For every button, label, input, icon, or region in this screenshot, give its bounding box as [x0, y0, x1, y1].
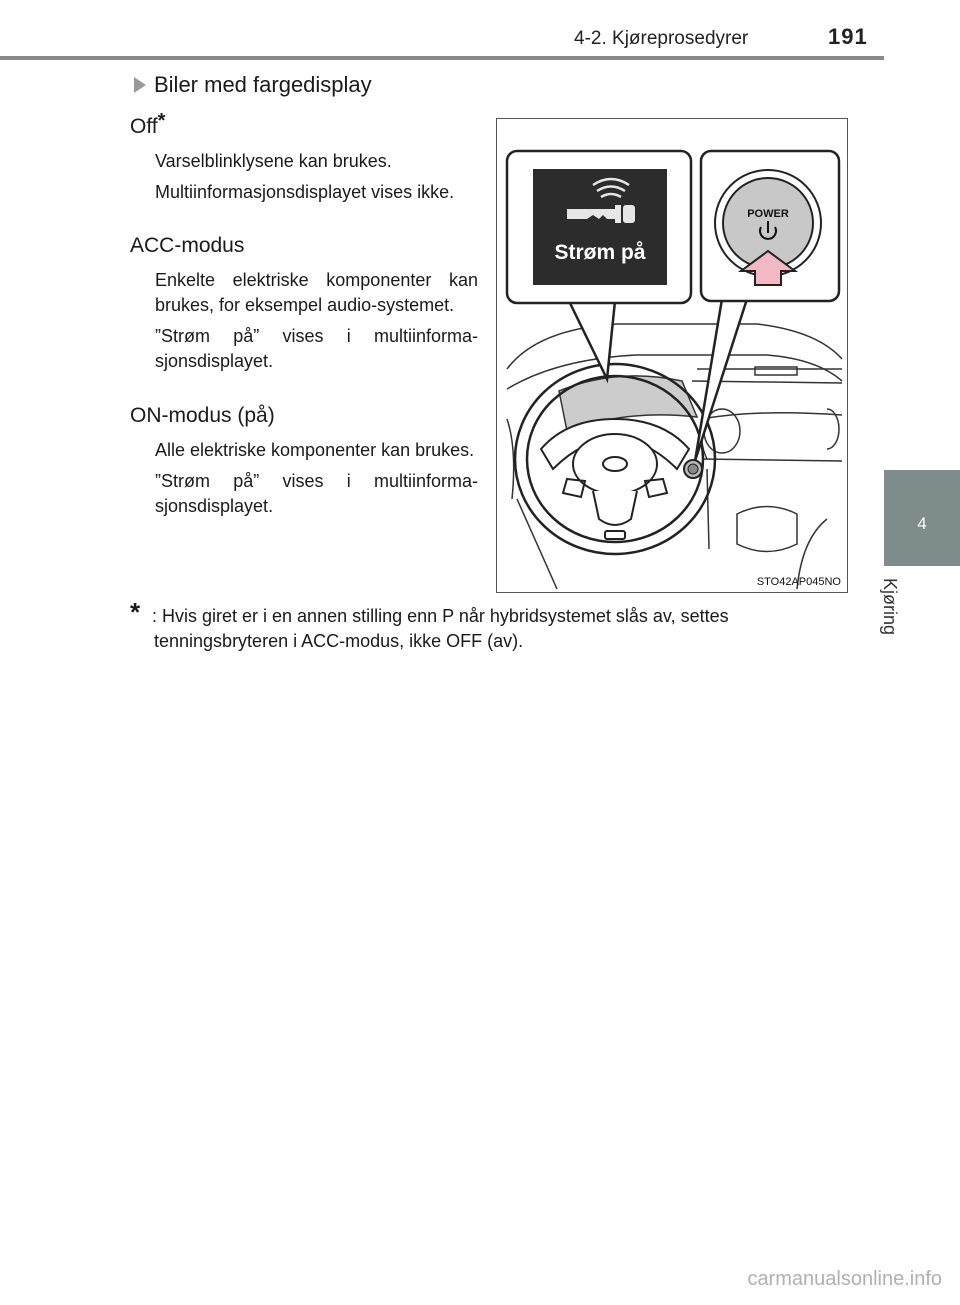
footnote-line-2: tenningsbryteren i ACC-modus, ikke OFF (av). [154, 631, 524, 651]
display-panel [533, 169, 667, 285]
triangle-bullet-icon [134, 77, 146, 93]
mode-acc [130, 234, 478, 374]
dashboard-illustration [496, 118, 848, 593]
chapter-number: 4 [917, 514, 927, 533]
header-rule [0, 56, 884, 60]
mode-off [130, 110, 478, 205]
mode-off-term: Off* [130, 110, 166, 138]
watermark: carmanualsonline.info [747, 1268, 942, 1290]
footnote-line-1: : Hvis giret er i en annen stilling enn P når hybridsystemet slås av, settes [152, 606, 729, 626]
mode-off-desc-2: Multiinformasjonsdisplayet vises ikke. [155, 182, 455, 202]
mode-on [130, 404, 478, 519]
mode-on-term: ON-modus (på) [130, 404, 275, 427]
mode-on-desc-1: Alle elektriske komponenter kan brukes. [155, 440, 475, 460]
dashboard-drawing [497, 119, 848, 593]
sub-heading [134, 72, 372, 98]
mode-off-desc-1: Varselblinklysene kan brukes. [155, 151, 392, 171]
power-button-label: POWER [747, 208, 789, 220]
footnote-asterisk: * [130, 597, 141, 627]
chapter-label: Kjøring [880, 578, 900, 636]
asterisk-mark: * [157, 110, 166, 132]
page-number: 191 [828, 24, 868, 49]
mode-acc-term: ACC-modus [130, 234, 245, 257]
chapter-label-wrap [880, 578, 922, 658]
figure-code: STO42AP045NO [756, 576, 841, 588]
footnote [130, 597, 842, 654]
section-title: 4-2. Kjøreprosedyrer [574, 28, 749, 49]
mode-on-desc-2: ”Strøm på” vises i multiinforma-sjonsdisplayet. [155, 471, 478, 516]
mode-acc-desc-1: Enkelte elektriske komponenter kan brukes, for eksempel audio-systemet. [155, 270, 478, 315]
sub-heading-text: Biler med fargedisplay [154, 72, 372, 97]
chapter-tab [884, 470, 960, 566]
mode-acc-desc-2: ”Strøm på” vises i multiinforma-sjonsdisplayet. [155, 326, 478, 371]
display-text: Strøm på [554, 241, 646, 264]
